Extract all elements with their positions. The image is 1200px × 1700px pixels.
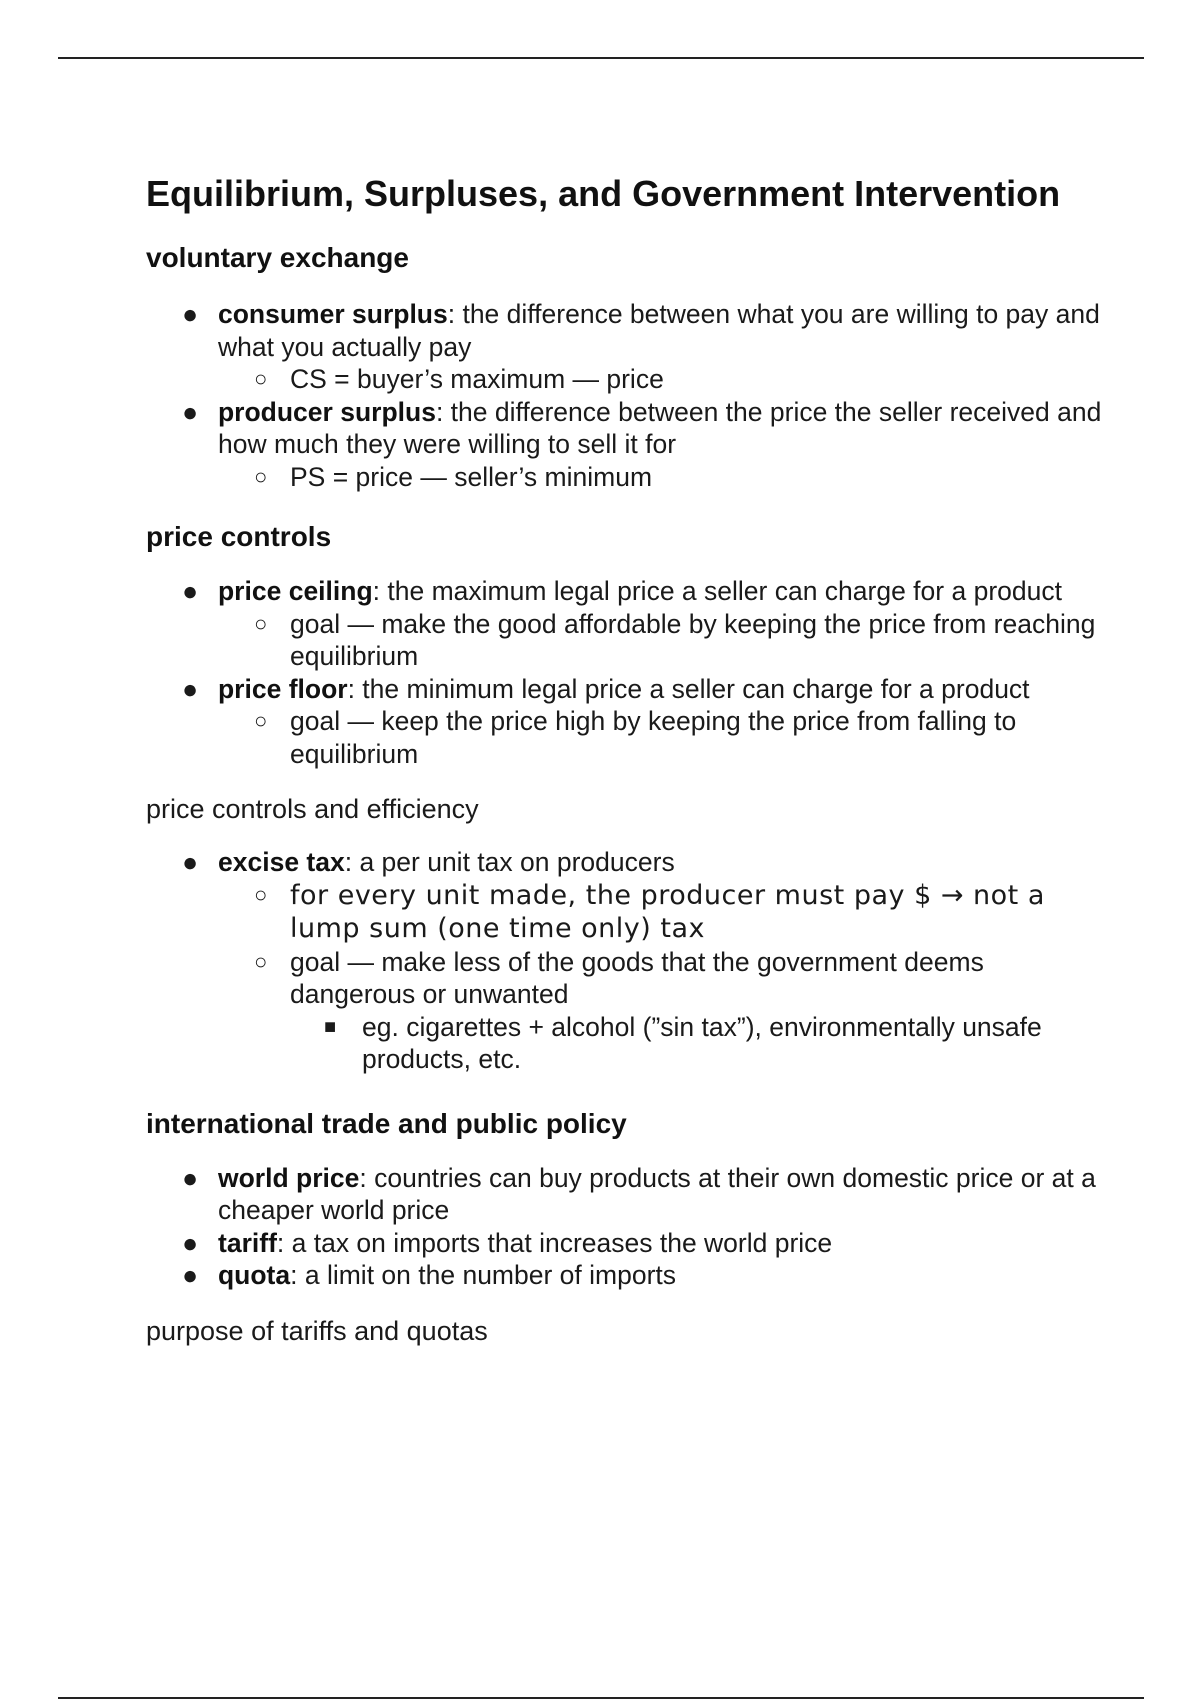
list-item: [146, 1259, 1106, 1292]
sub-sub-list: [290, 1011, 1106, 1076]
sub-list: [218, 608, 1106, 673]
term: excise tax: [218, 847, 345, 877]
circle-bullet-icon: ○: [254, 366, 268, 391]
page-title: Equilibrium, Surpluses, and Government Intervention: [146, 173, 1061, 214]
sub-list: [218, 363, 1106, 396]
circle-bullet-icon: ○: [254, 708, 268, 733]
circle-bullet-icon: ○: [254, 881, 268, 907]
example-text: eg. cigarettes + alcohol (”sin tax”), environmentally unsafe products, etc.: [362, 1011, 1042, 1074]
list-item: [146, 846, 1106, 1076]
goal-text: goal — make less of the goods that the government deems dangerous or unwanted: [290, 946, 984, 1009]
term: producer surplus: [218, 396, 436, 427]
definition: : a limit on the number of imports: [290, 1260, 677, 1290]
list-item: [146, 1162, 1106, 1227]
circle-bullet-icon: ○: [254, 610, 268, 636]
list-item: [218, 461, 1106, 494]
term: quota: [218, 1260, 291, 1290]
top-page-rule: [58, 57, 1144, 59]
bullet-icon: ●: [182, 1260, 199, 1290]
subheading-purpose-tariffs-quotas: purpose of tariffs and quotas: [146, 1315, 488, 1346]
subheading-price-controls-efficiency: price controls and efficiency: [146, 794, 479, 824]
term: tariff: [218, 1227, 277, 1258]
detail-text: for every unit made, the producer must pay $ → not a lump sum (one time only) tax: [290, 879, 1045, 944]
bullet-list: [146, 298, 1106, 493]
definition: : the maximum legal price a seller can charge for a product: [372, 576, 1062, 606]
bullet-icon: ●: [182, 1227, 199, 1258]
list-item: [218, 363, 1106, 396]
term: price floor: [218, 673, 348, 704]
definition: : the minimum legal price a seller can charge for a product: [347, 673, 1030, 704]
square-bullet-icon: ■: [324, 1015, 337, 1038]
term: consumer surplus: [218, 299, 448, 329]
term: world price: [218, 1162, 360, 1193]
list-item: [218, 608, 1106, 673]
bullet-icon: ●: [182, 1162, 199, 1193]
goal-text: goal — keep the price high by keeping the price from falling to equilibrium: [290, 706, 1017, 769]
definition: : the difference between the price the seller received and how much they were willing to sell it for: [218, 396, 1102, 459]
goal-text: goal — make the good affordable by keeping the price from reaching equilibrium: [290, 608, 1096, 671]
list-item: [146, 396, 1106, 494]
list-item: [218, 946, 1106, 1076]
list-item: [146, 298, 1106, 396]
circle-bullet-icon: ○: [254, 463, 268, 489]
term: price ceiling: [218, 576, 373, 606]
bullet-icon: ●: [182, 299, 199, 329]
list-item: [146, 1227, 1106, 1260]
bullet-list: [146, 1162, 1106, 1292]
sub-list: [218, 461, 1106, 494]
bottom-page-rule: [58, 1697, 1144, 1699]
bullet-list: [146, 846, 1106, 1076]
list-item: [218, 705, 1106, 770]
definition: : countries can buy products at their own domestic price or at a cheaper world price: [218, 1162, 1096, 1225]
definition: : a tax on imports that increases the world price: [276, 1227, 833, 1258]
bullet-icon: ●: [182, 847, 199, 877]
list-item: [146, 673, 1106, 771]
circle-bullet-icon: ○: [254, 948, 268, 974]
bullet-icon: ●: [182, 576, 199, 606]
definition: : a per unit tax on producers: [344, 847, 675, 877]
sub-list: [218, 705, 1106, 770]
document-body: [146, 172, 1106, 1348]
section-heading-price-controls: price controls: [146, 521, 332, 552]
list-item: [218, 879, 1106, 946]
sub-list: [218, 879, 1106, 1076]
formula-text: CS = buyer’s maximum — price: [290, 364, 664, 394]
section-heading-international-trade: international trade and public policy: [146, 1107, 627, 1139]
bullet-list: [146, 575, 1106, 770]
definition: : the difference between what you are willing to pay and what you actually pay: [218, 299, 1100, 362]
list-item: [290, 1011, 1106, 1076]
bullet-icon: ●: [182, 673, 199, 704]
formula-text: PS = price — seller’s minimum: [290, 461, 653, 492]
section-heading-voluntary-exchange: voluntary exchange: [146, 242, 409, 273]
list-item: [146, 575, 1106, 673]
bullet-icon: ●: [182, 396, 199, 427]
